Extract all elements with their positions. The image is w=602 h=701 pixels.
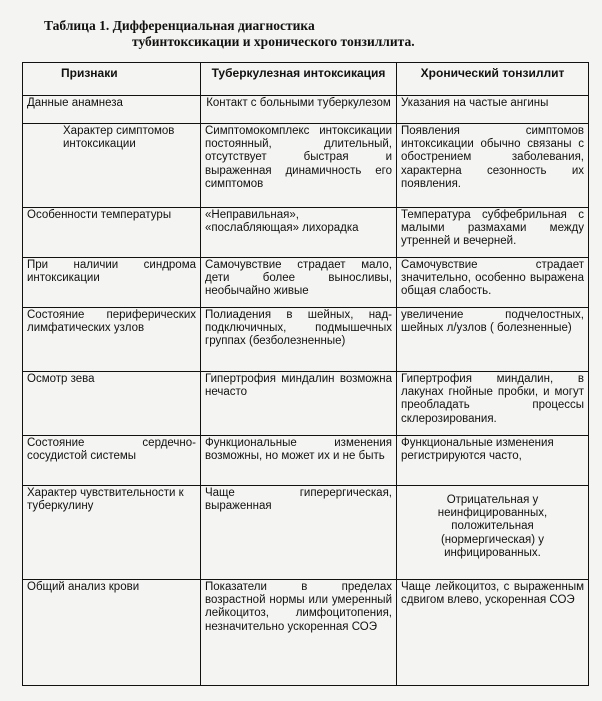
- tonsil-cell: Температура субфебрильная с малыми размахами между утренней и вечерней.: [397, 208, 589, 258]
- table-row: [23, 308, 589, 372]
- sign-cell: При наличии синдрома интоксикации: [23, 258, 201, 308]
- header-signs: Признаки: [23, 63, 201, 96]
- table-row: [23, 436, 589, 486]
- tb-cell: Чаще гиперергическая, выраженная: [201, 486, 397, 580]
- tb-cell: «Неправильная», «послабляющая» лихорадка: [201, 208, 397, 258]
- tonsil-cell: Чаще лейкоцитоз, с выраженным сдвигом влево, ускоренная СОЭ: [397, 580, 589, 686]
- tb-cell: Самочувствие страдает мало, дети более выносливы, необычайно живые: [201, 258, 397, 308]
- table-row: [23, 124, 589, 208]
- sign-cell: Характер чувствительности к туберкулину: [23, 486, 201, 580]
- table-row: [23, 486, 589, 580]
- tb-cell: Гипертрофия миндалин возможна нечасто: [201, 372, 397, 436]
- tb-cell: Полиадения в шейных, над-подключичных, подмышечных группах (безболезненные): [201, 308, 397, 372]
- tb-cell: Контакт с больными туберкулезом: [201, 96, 397, 124]
- header-tb: Туберкулезная интоксикация: [201, 63, 397, 96]
- sign-cell: Состояние сердечно-сосудистой системы: [23, 436, 201, 486]
- tonsil-cell: Указания на частые ангины: [397, 96, 589, 124]
- tb-cell: Показатели в пределах возрастной нормы или умеренный лейкоцитоз, лимфоцитопения, незначительно ускоренная СОЭ: [201, 580, 397, 686]
- table-row: [23, 208, 589, 258]
- tonsil-cell: Самочувствие страдает значительно, особенно выражена общая слабость.: [397, 258, 589, 308]
- table-title: [44, 18, 415, 50]
- sign-cell: Общий анализ крови: [23, 580, 201, 686]
- table-row: [23, 372, 589, 436]
- tb-cell: Функциональные изменения возможны, но может их и не быть: [201, 436, 397, 486]
- title-line-2: тубинтоксикации и хронического тонзиллита.: [132, 34, 415, 49]
- tonsil-cell: увеличение подчелостных, шейных л/узлов ( болезненные): [397, 308, 589, 372]
- title-line-1: Таблица 1. Дифференциальная диагностика: [44, 18, 315, 33]
- sign-cell: Характер симптомов интоксикации: [23, 124, 201, 208]
- table-row: [23, 258, 589, 308]
- sign-cell: Данные анамнеза: [23, 96, 201, 124]
- tonsil-cell: Появления симптомов интоксикации обычно связаны с обострением заболевания, характерна сезонность их появления.: [397, 124, 589, 208]
- tb-cell: Симптомокомплекс интоксикации постоянный, длительный, отсутствует быстрая и выраженная динамичность его симптомов: [201, 124, 397, 208]
- sign-cell: Состояние периферических лимфатических узлов: [23, 308, 201, 372]
- sign-cell: Осмотр зева: [23, 372, 201, 436]
- table-row: [23, 580, 589, 686]
- tonsil-cell: Отрицательная у неинфицированных, положительная (нормергическая) у инфицированных.: [397, 486, 589, 580]
- header-row: [23, 63, 589, 96]
- sign-cell: Особенности температуры: [23, 208, 201, 258]
- header-tonsillitis: Хронический тонзиллит: [397, 63, 589, 96]
- tonsil-cell: Функциональные изменения регистрируются часто,: [397, 436, 589, 486]
- table-row: [23, 96, 589, 124]
- diagnosis-table: [22, 62, 589, 686]
- tonsil-cell: Гипертрофия миндалин, в лакунах гнойные пробки, и могут преобладать процессы склерозирования.: [397, 372, 589, 436]
